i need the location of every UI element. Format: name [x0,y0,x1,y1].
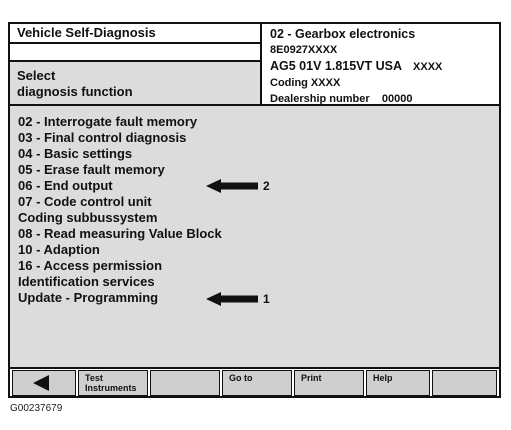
help-button[interactable] [366,370,430,396]
menu-item-interrogate-fault-memory[interactable]: 02 - Interrogate fault memory [18,114,198,129]
back-button[interactable] [12,370,76,396]
test-instruments-button[interactable] [78,370,148,396]
control-unit-info [262,24,499,106]
header-blank-row [10,44,260,62]
blank-button-1[interactable] [150,370,220,396]
diagnosis-function-list [18,114,478,306]
select-prompt-line2: diagnosis function [17,84,133,99]
test-instruments-label-line2: Instruments [85,383,137,393]
print-label: Print [301,373,322,383]
variant-text: AG5 01V 1.815VT USA [270,59,402,73]
diagnosis-screen [8,22,501,398]
menu-item-read-measuring-value-block[interactable]: 08 - Read measuring Value Block [18,226,222,241]
variant-code: XXXX [413,61,443,73]
callout-arrow-icon [206,292,258,306]
blank-button-2[interactable] [432,370,497,396]
app-title: Vehicle Self-Diagnosis [10,24,260,44]
menu-item-adaption[interactable]: 10 - Adaption [18,242,100,257]
back-arrow-icon [13,371,75,395]
callout-number-2: 2 [263,179,270,193]
goto-button[interactable] [222,370,292,396]
menu-item-erase-fault-memory[interactable]: 05 - Erase fault memory [18,162,165,177]
select-prompt [10,62,260,104]
menu-item-update-programming[interactable]: Update - Programming [18,290,159,305]
menu-item-end-output[interactable]: 06 - End output [18,178,113,193]
menu-item-basic-settings[interactable]: 04 - Basic settings [18,146,133,161]
goto-label: Go to [229,373,253,383]
select-prompt-line1: Select [17,68,56,83]
function-button-bar [10,367,499,396]
menu-item-access-permission[interactable]: 16 - Access permission [18,258,163,273]
test-instruments-label-line1: Test [85,373,103,383]
callout-number-1: 1 [263,292,270,306]
menu-item-code-control-unit[interactable]: 07 - Code control unit [18,194,152,209]
system-name: 02 - Gearbox electronics [270,27,416,41]
part-number: 8E0927XXXX [270,44,338,56]
menu-item-coding-subbussystem[interactable]: Coding subbussystem [18,210,158,225]
print-button[interactable] [294,370,364,396]
menu-item-identification-services[interactable]: Identification services [18,274,155,289]
dealership-number: Dealership number 00000 [270,93,413,105]
callout-arrow-icon [206,179,258,193]
coding-value: Coding XXXX [270,77,341,89]
header-left-panel [10,24,262,106]
help-label: Help [373,373,393,383]
figure-id: G00237679 [10,403,63,414]
menu-item-final-control-diagnosis[interactable]: 03 - Final control diagnosis [18,130,187,145]
variant-line [270,58,499,75]
